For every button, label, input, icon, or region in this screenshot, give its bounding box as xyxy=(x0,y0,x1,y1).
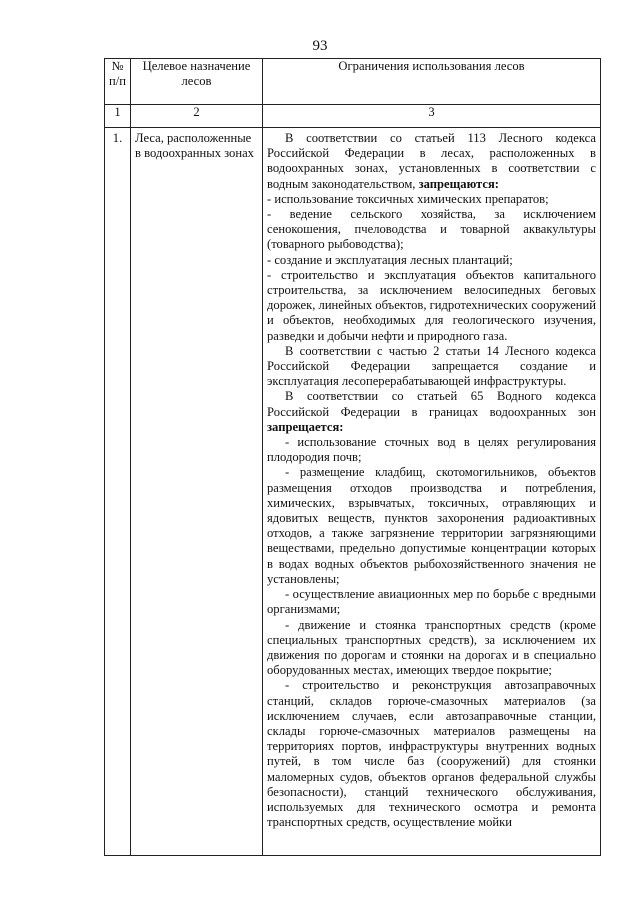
row-number: 1. xyxy=(105,128,131,856)
restrictions-table xyxy=(104,58,601,856)
paragraph-text: - строительство и эксплуатация объектов капитального строительства, за исключением велосипедных беговых дорожек, линейных объектов, гидротехнических сооружений и объектов, необходимых для геологического изучения, разведки и добычи нефти и природного газа. xyxy=(267,267,596,343)
table-row xyxy=(105,128,601,856)
row-purpose: Леса, расположенные в водоохранных зонах xyxy=(131,128,263,856)
paragraph-text: - использование токсичных химических препаратов; xyxy=(267,191,549,206)
paragraph-text: - осуществление авиационных мер по борьбе с вредными организмами; xyxy=(267,587,596,617)
table-header-row xyxy=(105,59,601,105)
column-index-3: 3 xyxy=(263,105,601,128)
restriction-paragraph xyxy=(267,435,596,465)
paragraph-text: - движение и стоянка транспортных средств (кроме специальных транспортных средств), за исключением их движения по дорогам и стоянки на дорогах и в специально оборудованных местах, имеющих твердое покрытие; xyxy=(267,617,596,678)
paragraph-bold-text: запрещается: xyxy=(267,419,344,434)
paragraph-text: - ведение сельского хозяйства, за исключением сенокошения, пчеловодства и товарной аквакультуры (товарного рыбоводства); xyxy=(267,207,596,252)
restriction-paragraph xyxy=(267,268,596,344)
paragraph-text: В соответствии со статьей 65 Водного кодекса Российской Федерации в границах водоохранных зон xyxy=(267,389,596,419)
header-restrictions: Ограничения использования лесов xyxy=(263,59,601,105)
paragraph-text: - строительство и реконструкция автозаправочных станций, складов горюче-смазочных материалов (за исключением случаев, если автозаправочные станции, склады горюче-смазочных материалов размещены на территориях портов, инфраструктуры внутренних водных путей, в том числе баз (сооружений) для стоянки маломерных судов, объектов органов федеральной службы безопасности), станций технического обслуживания, используемых для технического осмотра и ремонта транспортных средств, осуществление мойки xyxy=(267,678,596,830)
restriction-paragraph xyxy=(267,131,596,192)
page-number: 93 xyxy=(312,38,328,54)
paragraph-text: В соответствии с частью 2 статьи 14 Лесного кодекса Российской Федерации запрещается создание и эксплуатация лесоперерабатывающей инфраструктуры. xyxy=(267,343,596,389)
restriction-paragraph xyxy=(267,465,596,587)
restriction-paragraph xyxy=(267,618,596,679)
paragraph-text: - размещение кладбищ, скотомогильников, объектов размещения отходов производства и потребления, химических, взрывчатых, токсичных, отравляющих и ядовитых веществ, пунктов захоронения радиоактивных отходов, а также загрязнение территории загрязняющими веществами, предельно допустимые концентрации которых в водах водных объектов рыбохозяйственного значения не установлены; xyxy=(267,465,596,586)
restrictions-text xyxy=(267,131,596,830)
column-index-row xyxy=(105,105,601,128)
restriction-paragraph xyxy=(267,344,596,390)
restriction-paragraph xyxy=(267,389,596,435)
paragraph-text: - использование сточных вод в целях регулирования плодородия почв; xyxy=(267,435,596,465)
column-index-1: 1 xyxy=(105,105,131,128)
paragraph-bold-text: запрещаются: xyxy=(418,176,499,191)
row-restrictions xyxy=(263,128,601,856)
header-number: № п/п xyxy=(105,59,131,105)
restriction-paragraph xyxy=(267,253,596,268)
column-index-2: 2 xyxy=(131,105,263,128)
restriction-paragraph xyxy=(267,678,596,830)
restriction-paragraph xyxy=(267,207,596,253)
paragraph-text: В соответствии со статьей 113 Лесного кодекса Российской Федерации в лесах, расположенных в водоохранных зонах, установленных в соответствии с водным законодательством, xyxy=(267,131,596,191)
header-purpose: Целевое назначение лесов xyxy=(131,59,263,105)
restriction-paragraph xyxy=(267,587,596,617)
restriction-paragraph xyxy=(267,192,596,207)
paragraph-text: - создание и эксплуатация лесных плантаций; xyxy=(267,252,513,267)
